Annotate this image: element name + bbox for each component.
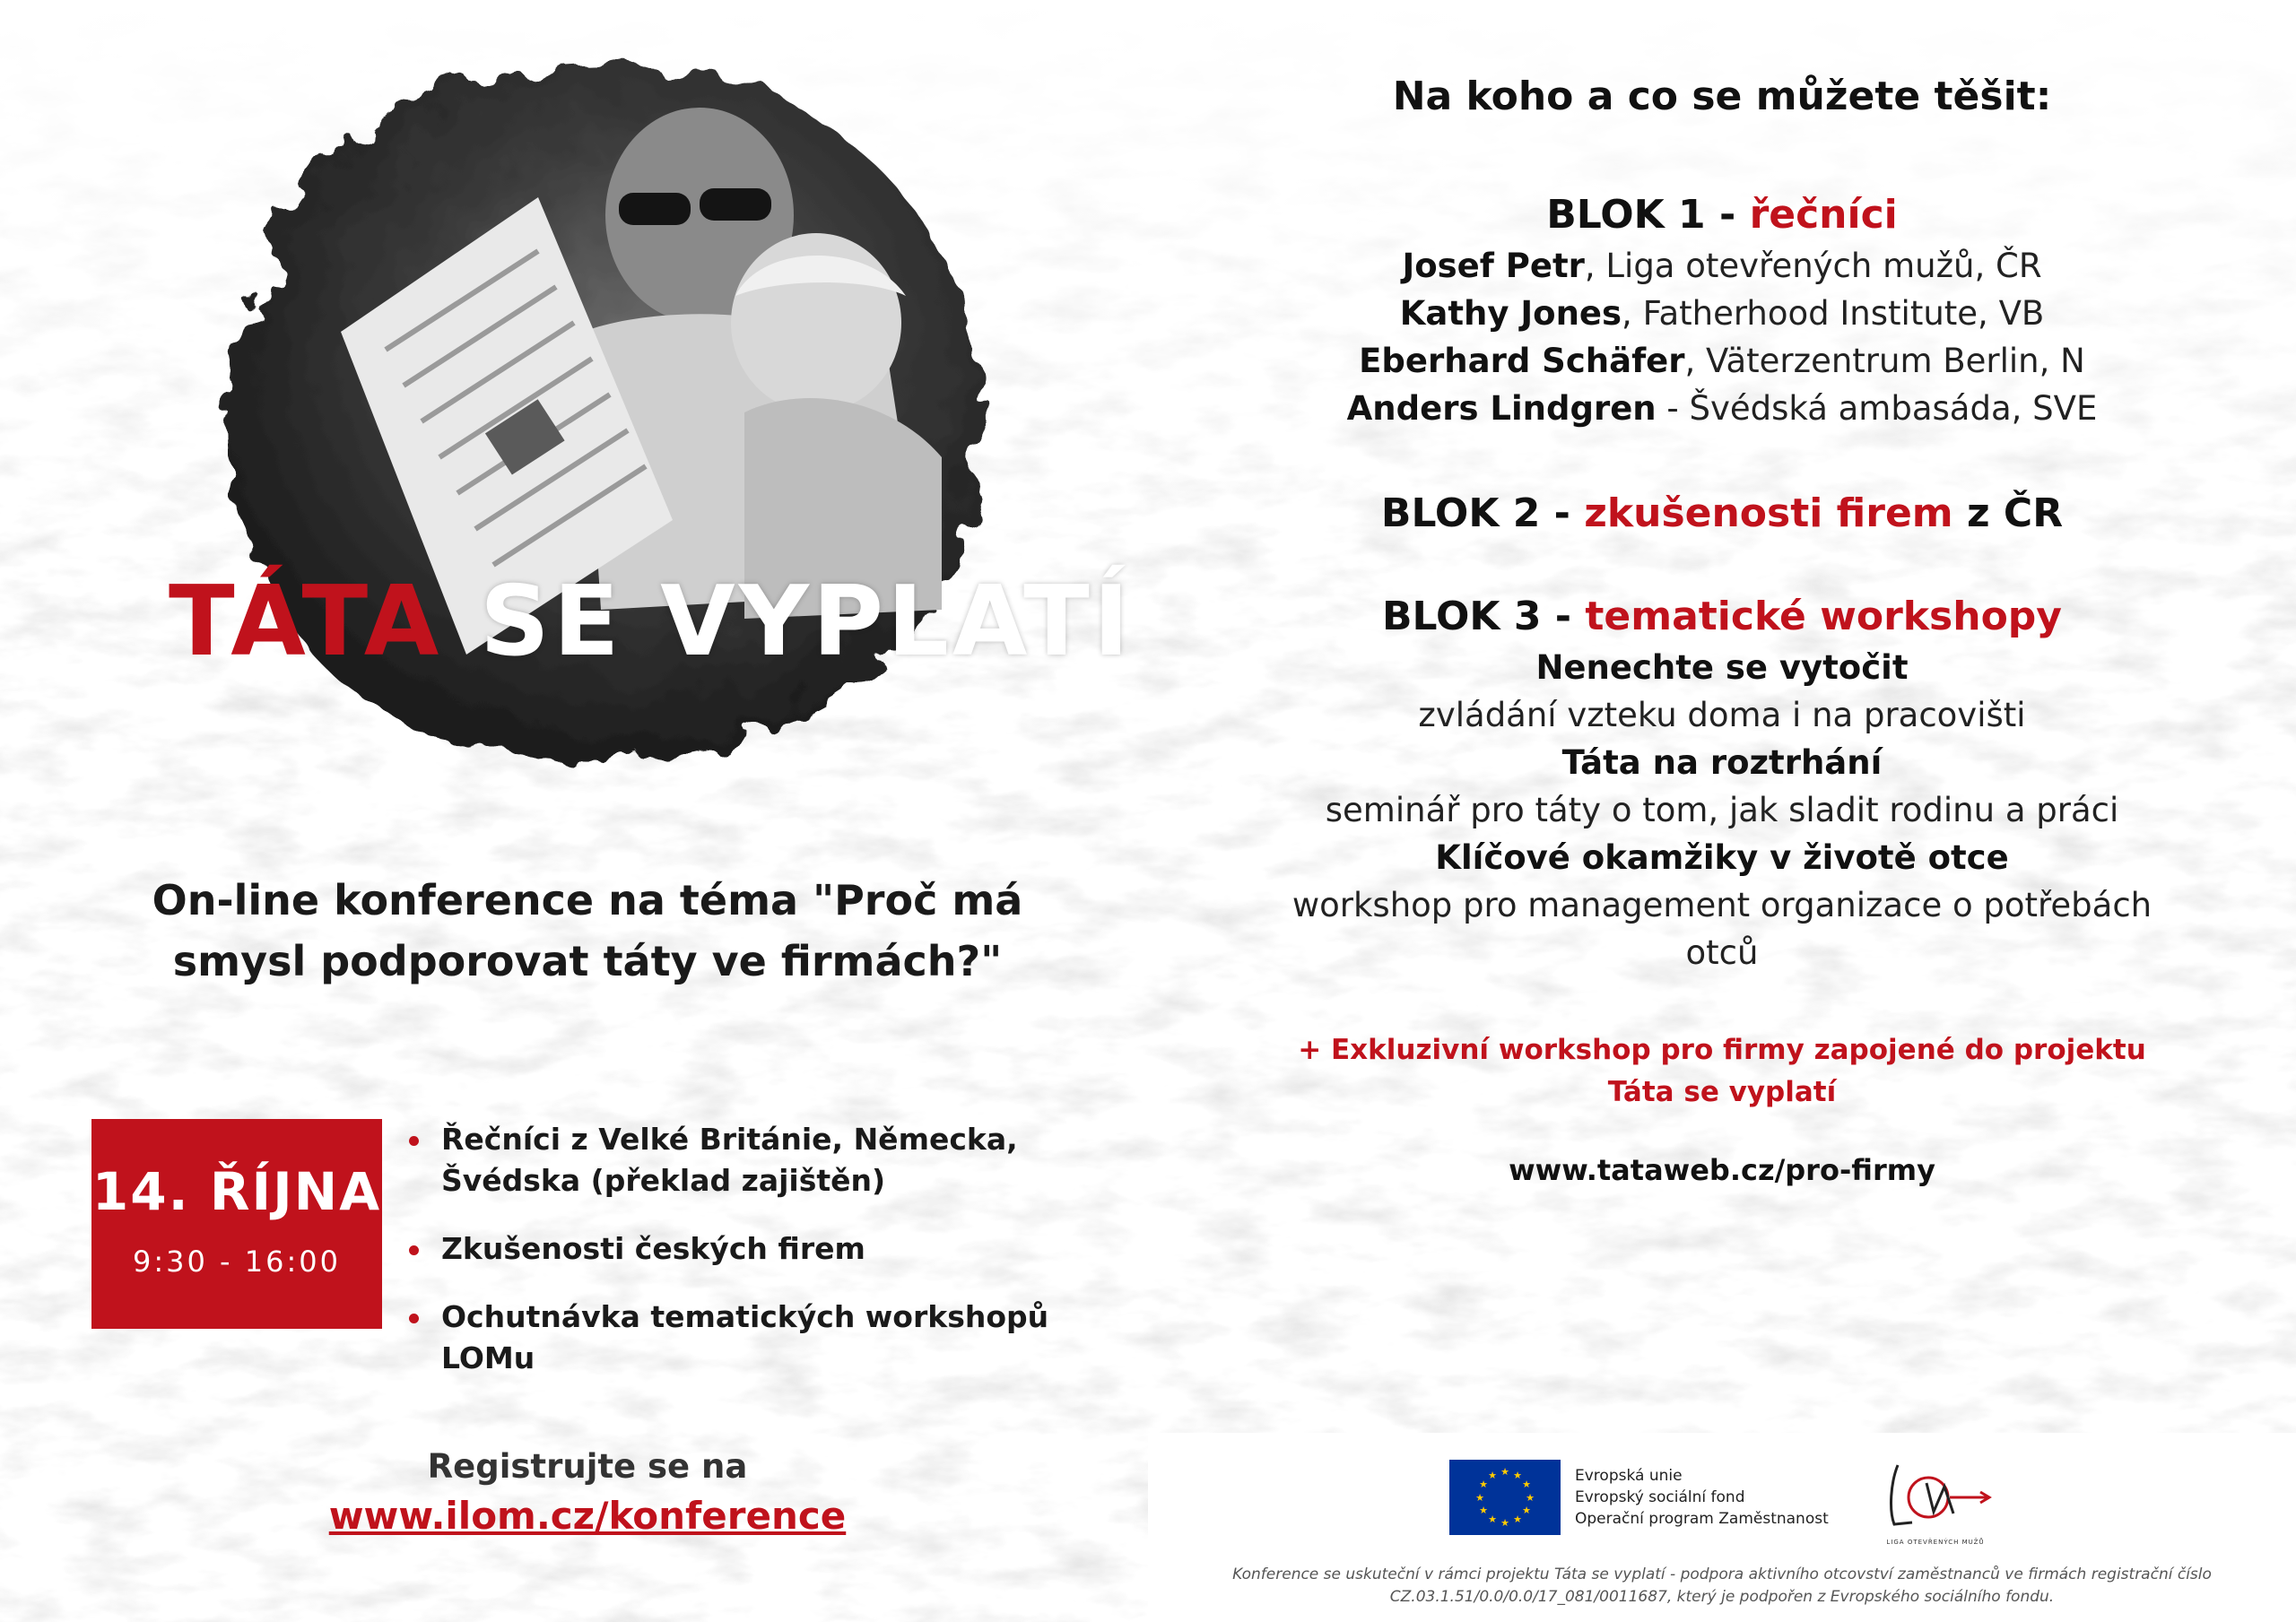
svg-text:★: ★ — [1479, 1505, 1488, 1516]
footer — [1148, 1433, 2296, 1622]
blok3-title: BLOK 3 - tematické workshopy — [1382, 594, 2062, 639]
lom-caption: LIGA OTEVŘENÝCH MUŽŮ — [1886, 1539, 1985, 1546]
blok1-title: BLOK 1 - řečníci — [1546, 192, 1898, 238]
conference-title: On-line konference na téma "Proč má smysl podporovat táty ve firmách?" — [152, 876, 1023, 985]
svg-text:★: ★ — [1526, 1492, 1535, 1504]
svg-text:★: ★ — [1488, 1514, 1497, 1525]
blok2-section — [1220, 487, 2224, 541]
bullet-dot-icon — [409, 1245, 419, 1255]
highlight-item: Zkušenosti českých firem — [409, 1228, 1126, 1270]
registration-link[interactable]: www.ilom.cz/konference — [328, 1494, 847, 1538]
registration-block — [224, 1444, 951, 1542]
speaker-line: Anders Lindgren - Švédská ambasáda, SVE — [1346, 389, 2098, 428]
blok2-title: BLOK 2 - zkušenosti firem z ČR — [1380, 490, 2064, 536]
exclusive-workshop-note: + Exkluzivní workshop pro firmy zapojené do projektu Táta se vyplatí — [1298, 1034, 2146, 1108]
svg-text:★: ★ — [1522, 1505, 1531, 1516]
blok3-section — [1220, 590, 2224, 976]
workshop-description: zvládání vzteku doma i na pracovišti — [1418, 696, 2026, 734]
hero-title — [169, 566, 1133, 678]
father-daughter-photo — [117, 36, 1058, 825]
highlights-list — [409, 1119, 1126, 1406]
speaker-line: Kathy Jones, Fatherhood Institute, VB — [1399, 294, 2045, 333]
workshop-title: Klíčové okamžiky v životě otce — [1435, 838, 2009, 877]
svg-text:★: ★ — [1500, 1466, 1509, 1478]
workshop-title: Nenechte se vytočit — [1535, 648, 1909, 687]
svg-text:★: ★ — [1500, 1517, 1509, 1529]
highlight-item: Řečníci z Velké Británie, Německa, Švédska (překlad zajištěn) — [409, 1119, 1126, 1201]
funding-disclaimer: Konference se uskuteční v rámci projektu Táta se vyplatí - podpora aktivního otcovství zaměstnanců ve firmách registrační číslo CZ.03.1.51/0.0/0.0/17_081/0011687, který je podpořen z Evropského sociálního fondu. — [1232, 1566, 2212, 1606]
eu-funding-text: Evropská unie Evropský sociální fond Operační program Zaměstnanost — [1575, 1467, 1829, 1528]
program-website-link[interactable]: www.tataweb.cz/pro-firmy — [1509, 1153, 1935, 1187]
svg-text:★: ★ — [1522, 1479, 1531, 1490]
svg-text:★: ★ — [1479, 1479, 1488, 1490]
event-time: 9:30 - 16:00 — [133, 1245, 341, 1279]
registration-label: Registrujte se na — [427, 1447, 748, 1486]
bullet-dot-icon — [409, 1136, 419, 1146]
svg-text:★: ★ — [1513, 1514, 1522, 1525]
workshop-title: Táta na roztrhání — [1561, 743, 1883, 782]
hero-title-red: TÁTA — [169, 566, 443, 678]
event-date: 14. ŘÍJNA — [91, 1161, 382, 1222]
program-heading: Na koho a co se můžete těšit: — [1392, 74, 2052, 119]
blok1-section — [1220, 188, 2224, 432]
svg-text:★: ★ — [1475, 1492, 1484, 1504]
svg-text:★: ★ — [1488, 1470, 1497, 1481]
lom-logo-icon — [1873, 1447, 1998, 1546]
workshop-description: seminář pro táty o tom, jak sladit rodinu a práci — [1325, 791, 2119, 829]
bullet-dot-icon — [409, 1314, 419, 1323]
event-date-box — [91, 1119, 382, 1329]
hero-title-white: SE VYPLATÍ — [479, 566, 1133, 678]
svg-text:★: ★ — [1513, 1470, 1522, 1481]
highlight-item: Ochutnávka tematických workshopů LOMu — [409, 1297, 1126, 1379]
speaker-line: Josef Petr, Liga otevřených mužů, ČR — [1402, 247, 2042, 285]
speaker-line: Eberhard Schäfer, Väterzentrum Berlin, N — [1359, 342, 2085, 380]
eu-flag-icon — [1449, 1460, 1561, 1535]
workshop-description: workshop pro management organizace o potřebách otců — [1292, 886, 2152, 972]
